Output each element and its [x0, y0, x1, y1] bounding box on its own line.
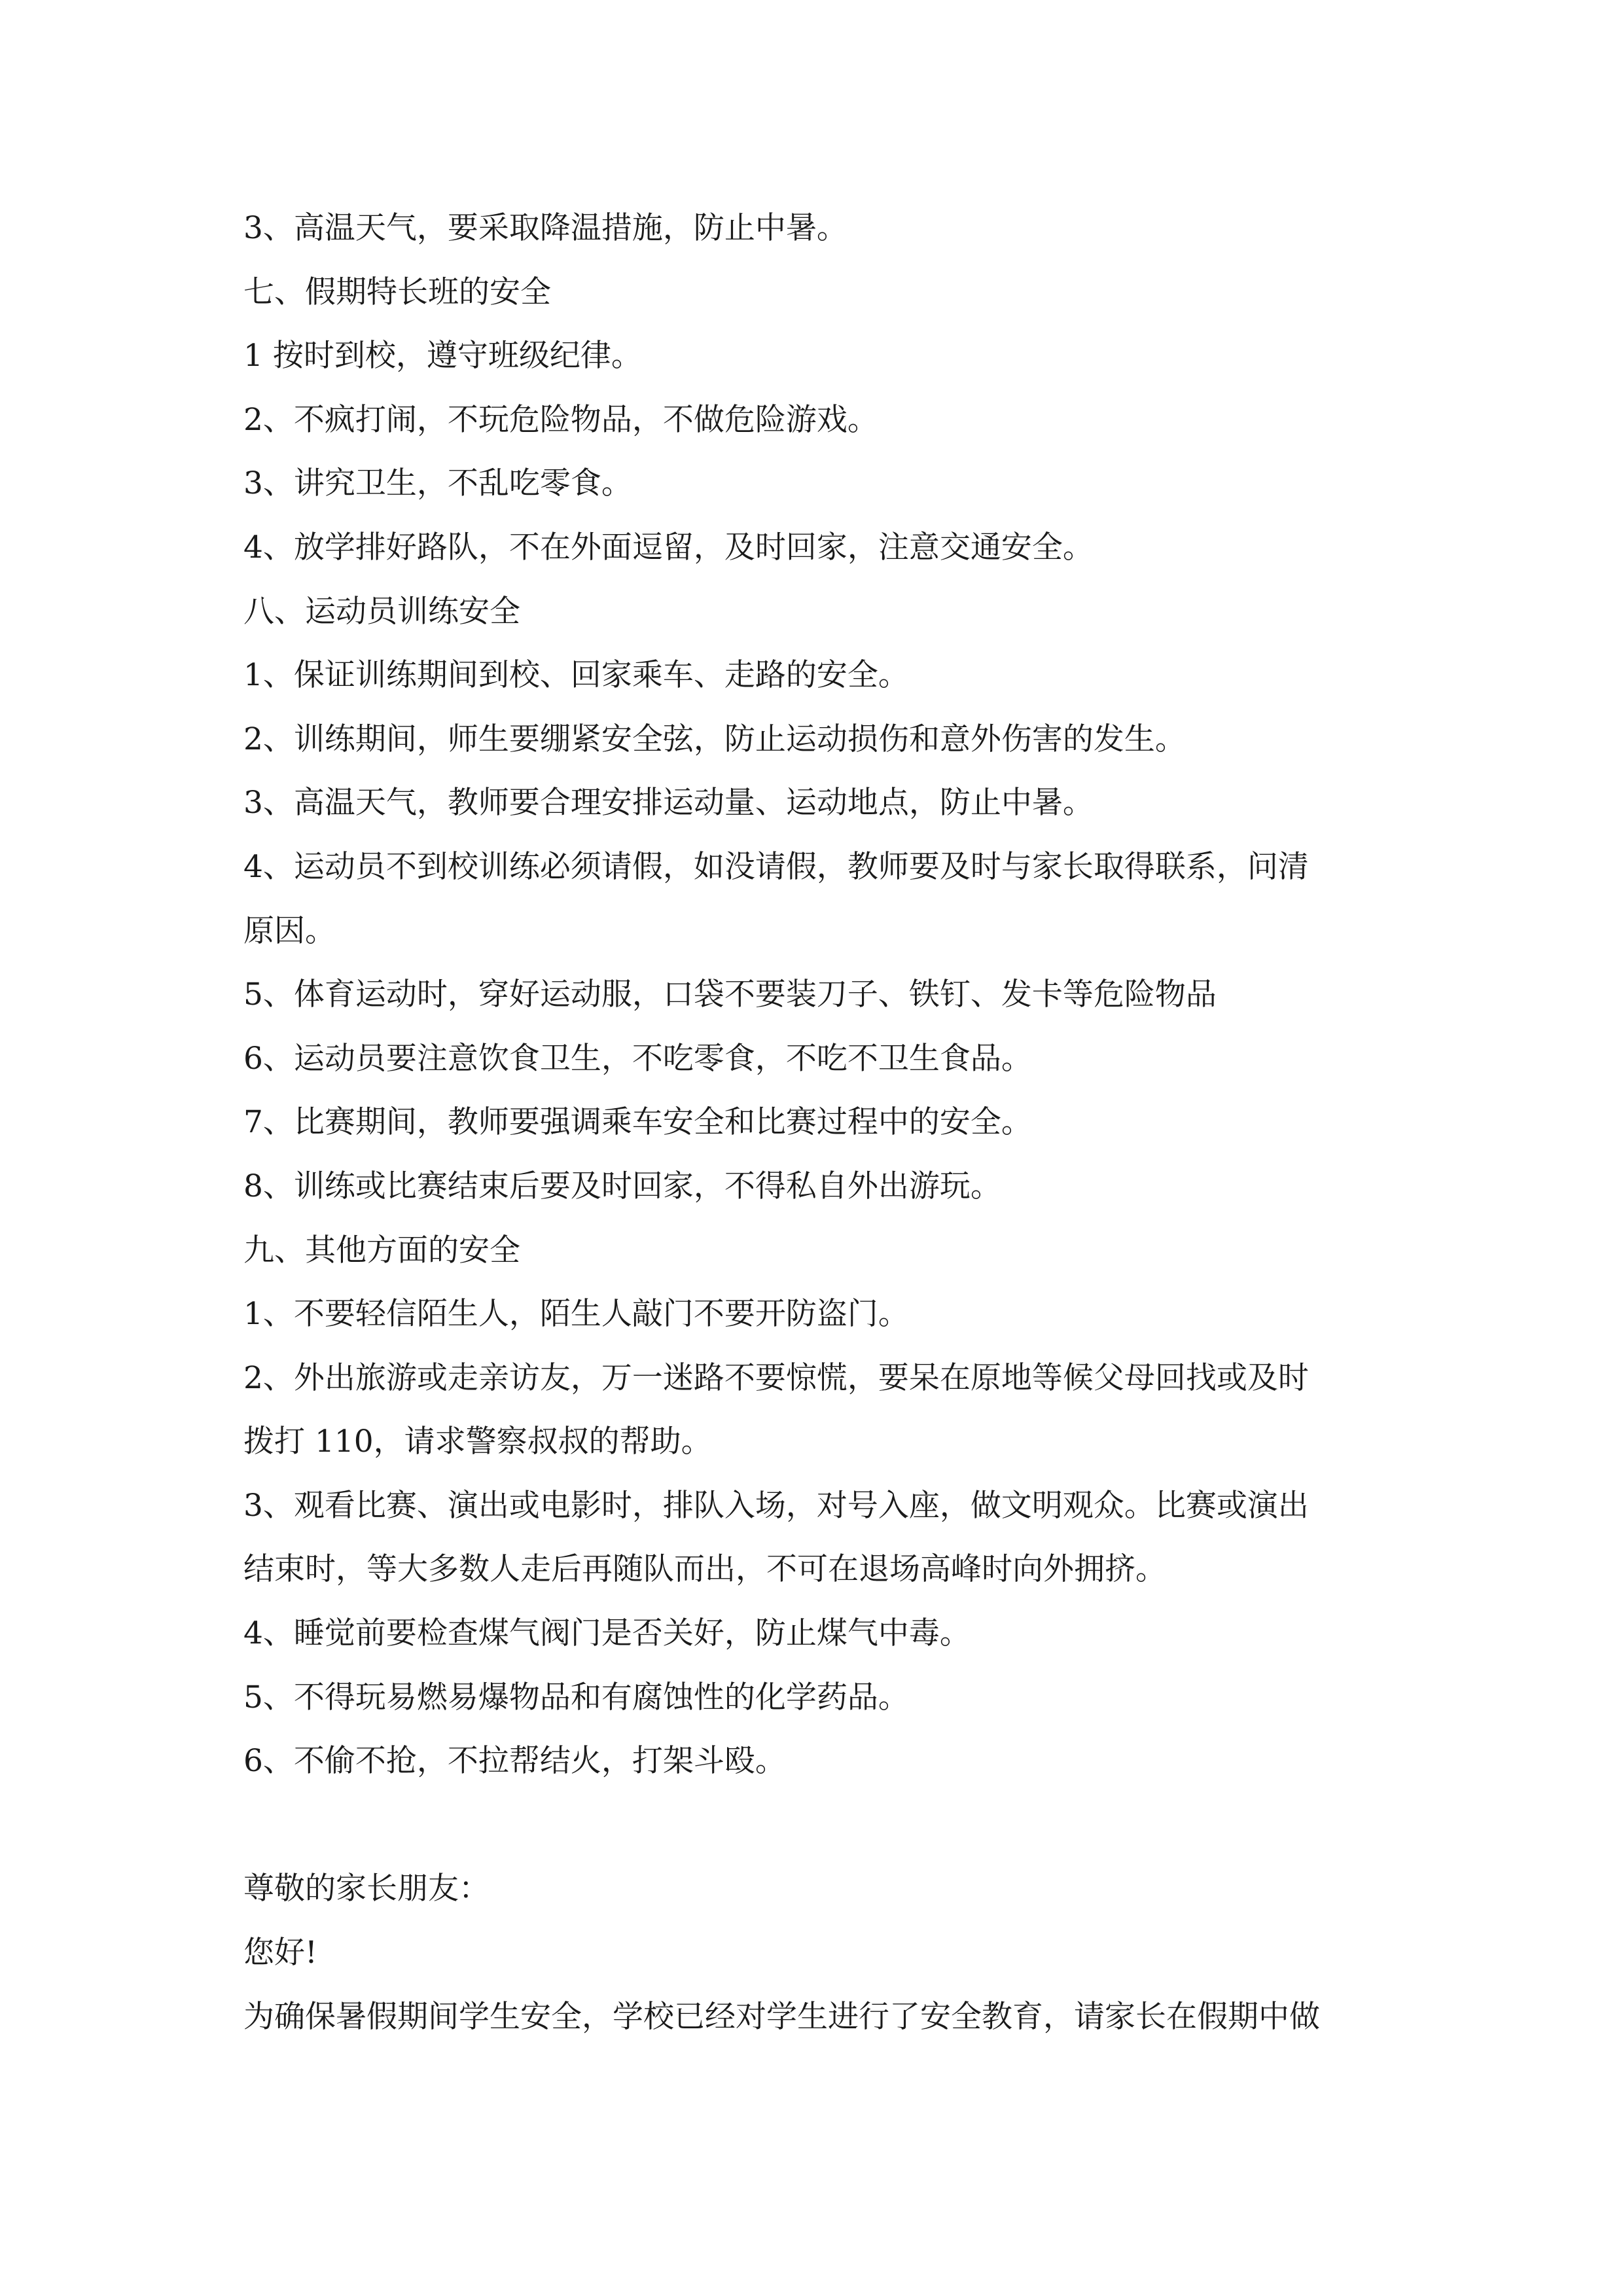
list-item: 6、不偷不抢，不拉帮结火，打架斗殴。 — [243, 1743, 786, 1780]
list-item: 7、比赛期间，教师要强调乘车安全和比赛过程中的安全。 — [243, 1104, 1032, 1141]
list-item: 2、不疯打闹，不玩危险物品，不做危险游戏。 — [243, 401, 878, 438]
list-item-continuation: 原因。 — [243, 912, 336, 949]
list-item: 3、观看比赛、演出或电影时，排队入场，对号入座，做文明观众。比赛或演出 — [243, 1487, 1309, 1524]
list-item: 3、讲究卫生，不乱吃零食。 — [243, 465, 632, 502]
section-heading: 八、运动员训练安全 — [243, 593, 520, 630]
list-item-continuation: 拨打 110，请求警察叔叔的帮助。 — [243, 1424, 712, 1460]
list-item: 6、运动员要注意饮食卫生，不吃零食，不吃不卫生食品。 — [243, 1040, 1032, 1077]
letter-greeting: 您好! — [243, 1935, 317, 1971]
letter-salutation: 尊敬的家长朋友： — [243, 1871, 490, 1907]
list-item: 8、训练或比赛结束后要及时回家，不得私自外出游玩。 — [243, 1168, 1001, 1204]
list-item: 1、保证训练期间到校、回家乘车、走路的安全。 — [243, 657, 909, 694]
list-item: 5、不得玩易燃易爆物品和有腐蚀性的化学药品。 — [243, 1679, 909, 1715]
list-item: 4、运动员不到校训练必须请假，如没请假，教师要及时与家长取得联系，问清 — [243, 848, 1309, 885]
list-item: 1 按时到校，遵守班级纪律。 — [243, 338, 642, 374]
list-item-continuation: 结束时，等大多数人走后再随队而出，不可在退场高峰时向外拥挤。 — [243, 1551, 1166, 1588]
list-item: 1、不要轻信陌生人，陌生人敲门不要开防盗门。 — [243, 1296, 909, 1333]
list-item: 3、高温天气，要采取降温措施，防止中暑。 — [243, 210, 847, 246]
list-item: 4、睡觉前要检查煤气阀门是否关好，防止煤气中毒。 — [243, 1615, 971, 1652]
list-item: 3、高温天气，教师要合理安排运动量、运动地点，防止中暑。 — [243, 785, 1094, 821]
paragraph-gap — [243, 1793, 1389, 1857]
list-item: 5、体育运动时，穿好运动服，口袋不要装刀子、铁钉、发卡等危险物品 — [243, 977, 1217, 1013]
letter-body: 为确保暑假期间学生安全，学校已经对学生进行了安全教育，请家长在假期中做 — [243, 1998, 1320, 2035]
list-item: 2、外出旅游或走亲访友，万一迷路不要惊慌，要呆在原地等候父母回找或及时 — [243, 1359, 1309, 1396]
document-body — [243, 196, 1389, 2049]
list-item: 4、放学排好路队，不在外面逗留，及时回家，注意交通安全。 — [243, 529, 1094, 565]
section-heading: 七、假期特长班的安全 — [243, 274, 551, 310]
list-item: 2、训练期间，师生要绷紧安全弦，防止运动损伤和意外伤害的发生。 — [243, 721, 1186, 757]
section-heading: 九、其他方面的安全 — [243, 1232, 520, 1268]
